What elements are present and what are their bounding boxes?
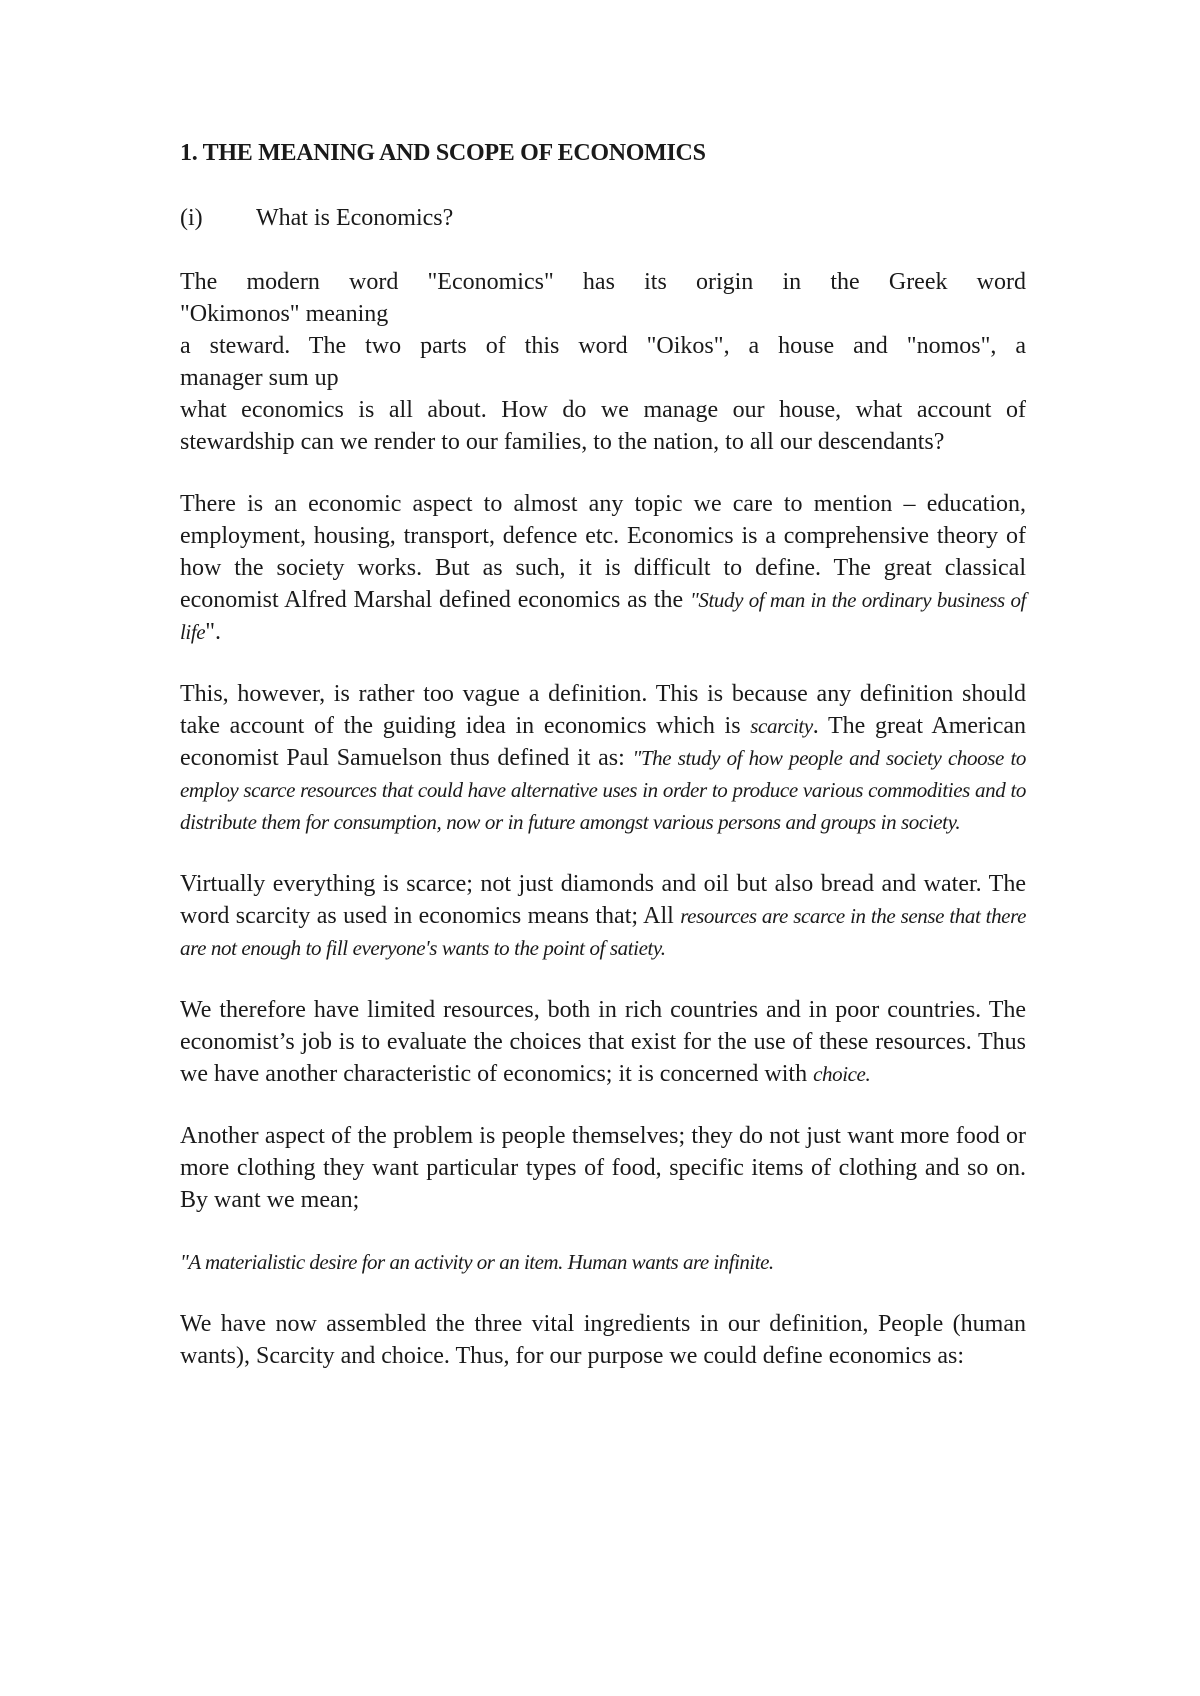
paragraph-text: We therefore have limited resources, both in rich countries and in poor countries. The economist’s job is to evaluate the choices that exist for the use of these resources. Thus we have another characteristic of economics; it is concerned with xyxy=(180,997,1026,1087)
paragraph-samuelson xyxy=(180,678,1026,838)
paragraph-text: . The great American economist Paul Samuelson thus defined it as: xyxy=(180,713,1027,771)
section-heading: 1. THE MEANING AND SCOPE OF ECONOMICS xyxy=(180,140,706,166)
scarcity-term: scarcity xyxy=(750,714,813,738)
paragraph-text: Another aspect of the problem is people themselves; they do not just want more food or more clothing they want particular types of food, specific items of clothing and so on. By want we mean; xyxy=(180,1123,1026,1213)
choice-term: choice. xyxy=(813,1062,871,1086)
paragraph-text: This, however, is rather too vague a definition. This is because any definition should take account of the guiding idea in economics which is xyxy=(180,681,1026,739)
paragraph-text: Virtually everything is scarce; not just diamonds and oil but also bread and water. The word scarcity as used in economics means that; All xyxy=(180,871,1026,929)
paragraph-want-definition xyxy=(180,1246,1026,1278)
paragraph-line: what economics is all about. How do we manage our house, what account of stewardship can we render to our families, to the nation, to all our descendants? xyxy=(180,397,1026,455)
subsection-heading xyxy=(180,205,1026,232)
marshal-quote: "Study of man in the ordinary business of life xyxy=(180,588,1026,644)
paragraph-origin xyxy=(180,266,1026,458)
samuelson-quote: "The study of how people and society choose to employ scarce resources that could have alternative uses in order to produce various commodities and to distribute them for consumption, now or in future amongst various persons and groups in society. xyxy=(180,746,1026,834)
document-page xyxy=(180,140,1026,1402)
paragraph-economic-aspect xyxy=(180,488,1026,648)
paragraph-text: ". xyxy=(205,619,222,645)
paragraph-scarcity xyxy=(180,868,1026,964)
paragraph-line: "Okimonos" meaning xyxy=(180,301,389,327)
paragraph-line: a steward. The two parts of this word "Oikos", a house and "nomos", a xyxy=(180,333,1026,359)
paragraph-wants xyxy=(180,1120,1026,1216)
paragraph-definition xyxy=(180,1308,1026,1372)
want-quote: "A materialistic desire for an activity or an item. Human wants are infinite. xyxy=(180,1250,774,1274)
paragraph-text: We have now assembled the three vital ingredients in our definition, People (human wants), Scarcity and choice. Thus, for our purpose we could define economics as: xyxy=(180,1311,1026,1369)
paragraph-line: The modern word "Economics" has its origin in the Greek word xyxy=(180,269,1026,295)
subsection-number: (i) xyxy=(180,205,203,231)
paragraph-line: manager sum up xyxy=(180,365,339,391)
scarcity-quote: resources are scarce in the sense that there are not enough to fill everyone's wants to the point of satiety. xyxy=(180,904,1027,960)
subsection-title: What is Economics? xyxy=(256,205,454,231)
paragraph-choice xyxy=(180,994,1026,1090)
paragraph-text: There is an economic aspect to almost any topic we care to mention – education, employment, housing, transport, defence etc. Economics is a comprehensive theory of how the society works. But as such, it is difficult to define. The great classical economist Alfred Marshal defined economics as the xyxy=(180,491,1026,613)
